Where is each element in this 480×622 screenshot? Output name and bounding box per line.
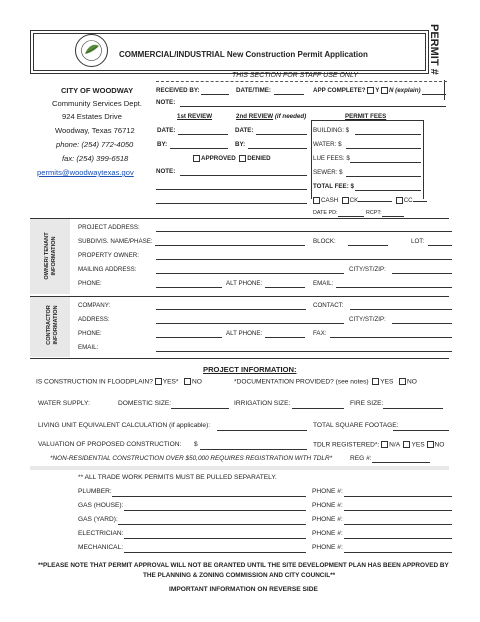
owner-city-label: CITY/ST/ZIP: — [349, 266, 386, 273]
fire-size-label: FIRE SIZE: — [350, 400, 384, 407]
city-seal-logo — [74, 33, 109, 68]
company-label: COMPANY: — [78, 302, 111, 309]
doc-no-label: NO — [406, 378, 417, 386]
subdivis-label: SUBDIVIS. NAME/PHASE: — [78, 238, 153, 245]
ck-label: CK — [349, 197, 359, 205]
second-review-date-field[interactable] — [256, 134, 307, 135]
plumber-phone-label: PHONE #: — [312, 488, 343, 495]
mailing-address-field[interactable] — [156, 273, 344, 274]
owner-top-rule — [30, 218, 449, 219]
fee-water-field[interactable] — [346, 148, 421, 149]
contractor-email-label: EMAIL: — [78, 344, 99, 351]
gas-yard-phone-field[interactable] — [344, 524, 452, 525]
second-review-date-label: DATE: — [235, 127, 254, 134]
mechanical-phone-label: PHONE #: — [312, 544, 343, 551]
valuation-dollar: $ — [194, 441, 198, 448]
contractor-email-field[interactable] — [156, 351, 452, 352]
app-no-label: N (explain) — [388, 87, 421, 95]
gas-house-label: GAS (HOUSE): — [78, 502, 124, 509]
first-review-by-label: BY: — [157, 141, 168, 148]
fee-total-label: TOTAL FEE: $ — [313, 183, 354, 190]
valuation-field[interactable] — [200, 449, 307, 450]
reg-field[interactable] — [372, 462, 430, 463]
permit-fees-heading: PERMIT FEES — [345, 113, 387, 120]
tdlr-no-label: NO — [434, 441, 445, 449]
mailing-address-label: MAILING ADDRESS: — [78, 266, 137, 273]
denied-checkbox[interactable] — [239, 155, 246, 162]
electrician-field[interactable] — [124, 538, 306, 539]
review-decision — [193, 155, 271, 162]
first-review-heading: 1st REVIEW — [177, 113, 213, 120]
fee-sewer-label: SEWER: $ — [313, 169, 343, 176]
owner-alt-phone-field[interactable] — [265, 287, 305, 288]
contact-label: CONTACT: — [313, 302, 344, 309]
valuation-label: VALUATION OF PROPOSED CONSTRUCTION: — [38, 441, 182, 448]
documentation-row — [234, 378, 417, 385]
gas-house-field[interactable] — [124, 510, 306, 511]
doc-yes-checkbox[interactable] — [372, 378, 379, 385]
date-time-label: DATE/TIME: — [236, 87, 271, 94]
tdlr-yes-label: YES — [411, 441, 425, 449]
contractor-top-rule — [30, 296, 449, 297]
first-review-date-field[interactable] — [178, 134, 228, 135]
doc-no-checkbox[interactable] — [399, 378, 406, 385]
second-review-by-field[interactable] — [248, 148, 307, 149]
gas-yard-field[interactable] — [118, 524, 306, 525]
lot-field[interactable] — [428, 245, 452, 246]
living-unit-label: LIVING UNIT EQUIVALENT CALCULATION (if applicable): — [38, 422, 211, 429]
floodplain-row — [36, 378, 202, 385]
denied-label: DENIED — [247, 155, 271, 163]
contractor-fax-label: FAX: — [313, 330, 327, 337]
approval-notice-line2: THE PLANNING & ZONING COMMISSION AND CITY COUNCIL** — [143, 572, 336, 579]
city-street: 924 Estates Drive — [62, 112, 122, 121]
received-by-label: RECEIVED BY: — [156, 87, 200, 94]
app-complete-text: APP COMPLETE? — [313, 87, 366, 95]
app-no-checkbox[interactable] — [381, 87, 388, 94]
electrician-phone-field[interactable] — [344, 538, 452, 539]
city-name: CITY OF WOODWAY — [61, 86, 134, 95]
received-by-field[interactable] — [201, 94, 229, 95]
floodplain-no-checkbox[interactable] — [184, 378, 191, 385]
trades-divider-band — [30, 466, 449, 470]
fire-size-field[interactable] — [383, 408, 443, 409]
app-yes-label: Y — [375, 87, 380, 95]
date-time-field[interactable] — [274, 94, 304, 95]
cash-label: CASH — [321, 197, 339, 205]
city-fax: fax: (254) 399-6518 — [62, 154, 129, 163]
property-owner-field[interactable] — [156, 259, 452, 260]
first-review-by-field[interactable] — [170, 148, 228, 149]
block-label: BLOCK: — [313, 238, 336, 245]
owner-alt-phone-label: ALT PHONE: — [226, 280, 263, 287]
city-email-link[interactable]: permits@woodwaytexas.gov — [37, 168, 134, 177]
total-sqft-label: TOTAL SQUARE FOOTAGE: — [313, 422, 399, 429]
review-note-field-1[interactable] — [180, 175, 307, 176]
app-explain-field[interactable] — [422, 94, 446, 95]
irrigation-size-field[interactable] — [292, 408, 344, 409]
reg-label: REG #: — [350, 455, 372, 462]
staff-note-label: NOTE: — [156, 99, 176, 106]
app-complete-label — [313, 87, 421, 94]
approved-checkbox[interactable] — [193, 155, 200, 162]
review-note-field-2[interactable] — [156, 189, 307, 190]
gas-yard-label: GAS (YARD): — [78, 516, 118, 523]
date-paid-field[interactable] — [338, 216, 364, 217]
receipt-field[interactable] — [382, 216, 404, 217]
fee-building-label: BUILDING: $ — [313, 127, 350, 134]
contractor-city-label: CITY/ST/ZIP: — [349, 316, 386, 323]
city-phone: phone: (254) 772-4050 — [56, 140, 134, 149]
cc-checkbox[interactable] — [396, 197, 403, 204]
contractor-phone-field[interactable] — [156, 337, 222, 338]
second-review-by-label: BY: — [235, 141, 246, 148]
contractor-address-label: ADDRESS: — [78, 316, 110, 323]
second-review-text: 2nd REVIEW — [236, 113, 274, 120]
owner-phone-label: PHONE: — [78, 280, 102, 287]
gas-yard-phone-label: PHONE #: — [312, 516, 343, 523]
staff-note-field[interactable] — [180, 106, 446, 107]
block-field[interactable] — [348, 245, 388, 246]
approved-label: APPROVED — [201, 155, 236, 163]
tdlr-yes-checkbox[interactable] — [403, 441, 410, 448]
fee-water-label: WATER: $ — [313, 141, 342, 148]
contractor-alt-phone-field[interactable] — [265, 337, 305, 338]
permit-number-field[interactable] — [444, 80, 445, 100]
city-dept: Community Services Dept. — [52, 99, 142, 108]
property-owner-label: PROPERTY OWNER: — [78, 252, 139, 259]
owner-email-label: EMAIL: — [313, 280, 334, 287]
receipt-label: RCPT: — [366, 210, 382, 216]
staff-dashed-rule — [156, 81, 447, 82]
project-info-heading: PROJECT INFORMATION: — [203, 365, 297, 374]
fee-lue-label: LUE FEES: $ — [313, 155, 350, 162]
fee-building-field[interactable] — [355, 134, 421, 135]
total-sqft-field[interactable] — [393, 430, 449, 431]
review-note-field-3[interactable] — [156, 203, 307, 204]
date-paid-label: DATE PD: — [313, 210, 338, 216]
reverse-side-notice: IMPORTANT INFORMATION ON REVERSE SIDE — [169, 586, 318, 593]
second-review-note: (if needed) — [274, 113, 307, 120]
floodplain-no-label: NO — [191, 378, 202, 386]
tdlr-no-checkbox[interactable] — [427, 441, 434, 448]
owner-phone-field[interactable] — [156, 287, 222, 288]
nonres-note: *NON-RESIDENTIAL CONSTRUCTION OVER $50,000 REQUIRES REGISTRATION WITH TDLR* — [50, 455, 333, 462]
approval-notice-line1: **PLEASE NOTE THAT PERMIT APPROVAL WILL NOT BE GRANTED UNTIL THE SITE DEVELOPMENT PLAN HAS BEEN APPROVED BY — [38, 562, 449, 569]
payment-method — [313, 197, 427, 204]
contractor-address-field[interactable] — [156, 323, 344, 324]
ck-checkbox[interactable] — [342, 197, 349, 204]
staff-use-note: THIS SECTION FOR STAFF USE ONLY — [232, 72, 358, 79]
permit-number-label: PERMIT # — [428, 24, 440, 75]
project-address-field[interactable] — [156, 231, 452, 232]
first-review-date-label: DATE: — [157, 127, 176, 134]
contact-field[interactable] — [350, 309, 452, 310]
owner-email-field[interactable] — [336, 287, 452, 288]
trades-note: ** ALL TRADE WORK PERMITS MUST BE PULLED SEPARATELY. — [78, 474, 277, 481]
mechanical-label: MECHANICAL: — [78, 544, 124, 551]
gas-house-phone-field[interactable] — [344, 510, 452, 511]
owner-side-label: OWNER/ TENANT INFORMATION — [44, 232, 57, 280]
gas-house-phone-label: PHONE #: — [312, 502, 343, 509]
contractor-side-label: CONTRACTOR INFORMATION — [46, 305, 59, 345]
review-note-label: NOTE: — [156, 168, 176, 175]
contractor-fax-field[interactable] — [330, 337, 452, 338]
doc-provided-label: *DOCUMENTATION PROVIDED? (see notes) — [234, 378, 369, 386]
city-citystate: Woodway, Texas 76712 — [55, 126, 135, 135]
mechanical-field[interactable] — [124, 552, 306, 553]
plumber-label: PLUMBER: — [78, 488, 112, 495]
electrician-phone-label: PHONE #: — [312, 530, 343, 537]
second-review-heading — [236, 113, 306, 120]
owner-city-field[interactable] — [392, 273, 452, 274]
floodplain-yes-label: YES* — [162, 378, 179, 386]
doc-yes-label: YES — [380, 378, 394, 386]
tdlr-na-label: N/A — [389, 441, 400, 449]
app-yes-checkbox[interactable] — [367, 87, 374, 94]
cash-checkbox[interactable] — [313, 197, 320, 204]
project-address-label: PROJECT ADDRESS: — [78, 224, 140, 231]
cc-label: CC — [403, 197, 413, 205]
contractor-city-field[interactable] — [392, 323, 452, 324]
tdlr-row — [313, 441, 444, 448]
electrician-label: ELECTRICIAN: — [78, 530, 124, 537]
contractor-alt-phone-label: ALT PHONE: — [226, 330, 263, 337]
fee-sewer-field[interactable] — [346, 176, 421, 177]
subdivis-field[interactable] — [155, 245, 305, 246]
plumber-phone-field[interactable] — [344, 496, 452, 497]
tdlr-na-checkbox[interactable] — [381, 441, 388, 448]
contractor-bottom-rule — [30, 358, 449, 359]
floodplain-label: IS CONSTRUCTION IN FLOODPLAIN? — [36, 378, 153, 386]
water-supply-label: WATER SUPPLY: — [38, 400, 90, 407]
plumber-field[interactable] — [112, 496, 306, 497]
domestic-size-label: DOMESTIC SIZE: — [118, 400, 172, 407]
company-field[interactable] — [156, 309, 306, 310]
irrigation-size-label: IRRIGATION SIZE: — [234, 400, 291, 407]
mechanical-phone-field[interactable] — [344, 552, 452, 553]
floodplain-yes-checkbox[interactable] — [155, 378, 162, 385]
fee-lue-field[interactable] — [350, 162, 421, 163]
form-title: COMMERCIAL/INDUSTRIAL New Construction Permit Application — [119, 50, 368, 59]
contractor-phone-label: PHONE: — [78, 330, 102, 337]
living-unit-field[interactable] — [217, 430, 307, 431]
tdlr-label: TDLR REGISTERED*: — [313, 441, 380, 449]
lot-label: LOT: — [411, 238, 425, 245]
domestic-size-field[interactable] — [171, 408, 229, 409]
fee-total-field[interactable] — [355, 190, 421, 191]
